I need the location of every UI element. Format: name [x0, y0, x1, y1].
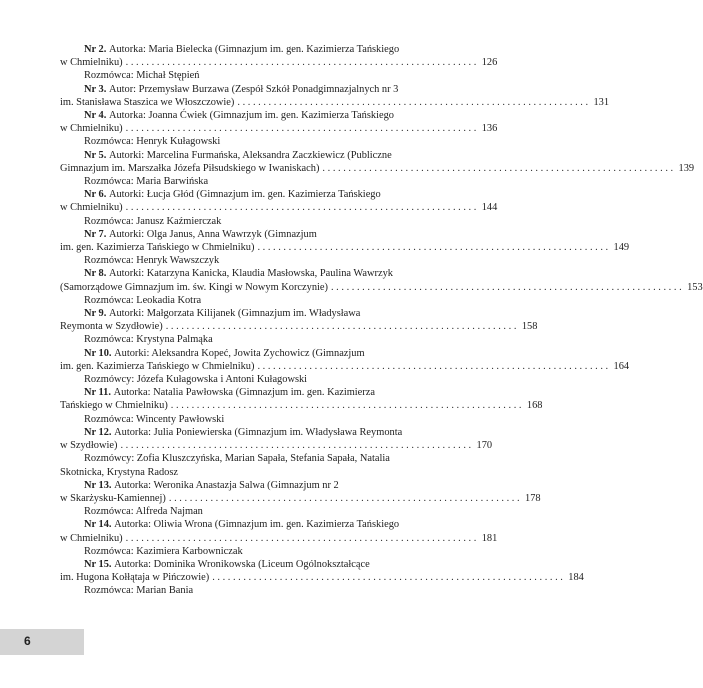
toc-entry-line	[60, 43, 426, 56]
dot-leader: . . . . . . . . . . . . . . . . . . . . . . . . . . . . . . . . . . . . . . . . . . . . . . . . . . . . . . . . . . . . . . . . . . . .	[170, 400, 522, 412]
entry-author-line: Autorka: Natalia Pawłowska (Gimnazjum im. gen. Kazimierza	[113, 387, 375, 399]
dot-leader: . . . . . . . . . . . . . . . . . . . . . . . . . . . . . . . . . . . . . . . . . . . . . . . . . . . . . . . . . . . . . . . . . . . .	[125, 202, 477, 214]
toc-entry	[60, 267, 703, 307]
entry-author-line: Gimnazjum im. Marszałka Józefa Piłsudskiego w Iwaniskach)	[60, 162, 320, 174]
entry-author-line: im. Stanisława Staszica we Włoszczowie)	[60, 96, 235, 108]
toc-entry-line	[60, 532, 498, 545]
dot-leader: . . . . . . . . . . . . . . . . . . . . . . . . . . . . . . . . . . . . . . . . . . . . . . . . . . . . . . . . . . . . . . . . . . . .	[330, 281, 682, 293]
toc-entry-line	[60, 96, 610, 109]
toc-entry	[60, 188, 498, 228]
entry-author-line: Tańskiego w Chmielniku)	[60, 400, 168, 412]
entry-interviewee: Rozmówca: Kazimiera Karbowniczak	[84, 545, 243, 557]
entry-number: Nr 4.	[84, 110, 107, 122]
toc-entry-line	[60, 241, 630, 254]
toc-entry-line	[60, 386, 426, 399]
toc-entry	[60, 228, 630, 268]
toc-entry-line	[60, 492, 541, 505]
page-number: 6	[24, 634, 31, 648]
entry-page-number: 170	[476, 440, 493, 452]
toc-entry-line	[60, 479, 426, 492]
dot-leader: . . . . . . . . . . . . . . . . . . . . . . . . . . . . . . . . . . . . . . . . . . . . . . . . . . . . . . . . . . . . . . . . . . . .	[237, 96, 589, 108]
toc-entry	[60, 109, 498, 149]
table-of-contents	[60, 43, 703, 598]
dot-leader: . . . . . . . . . . . . . . . . . . . . . . . . . . . . . . . . . . . . . . . . . . . . . . . . . . . . . . . . . . . . . . . . . . . .	[125, 57, 477, 69]
toc-entry	[60, 347, 630, 387]
entry-page-number: 136	[481, 123, 498, 135]
entry-number: Nr 10.	[84, 347, 112, 359]
toc-entry-line	[60, 56, 498, 69]
entry-interviewee: Rozmówca: Henryk Wawszczyk	[84, 255, 220, 267]
entry-page-number: 153	[687, 281, 703, 293]
toc-entry-line	[60, 201, 498, 214]
toc-entry-line	[60, 83, 426, 96]
entry-author-line: Autorka: Oliwia Wrona (Gimnazjum im. gen. Kazimierza Tańskiego	[114, 519, 400, 531]
entry-page-number: 158	[521, 321, 538, 333]
entry-page-number: 184	[568, 572, 584, 584]
toc-entry-line	[60, 228, 426, 241]
entry-interviewee: Rozmówca: Leokadia Kotra	[84, 294, 202, 306]
entry-number: Nr 2.	[84, 44, 107, 55]
entry-interviewee: Rozmówcy: Józefa Kułagowska i Antoni Kułagowski	[84, 374, 308, 386]
entry-author-line: Autorki: Katarzyna Kanicka, Klaudia Masłowska, Paulina Wawrzyk	[108, 268, 393, 280]
entry-author-line: Autorki: Olga Janus, Anna Wawrzyk (Gimnazjum	[108, 228, 317, 240]
entry-author-line: (Samorządowe Gimnazjum im. św. Kingi w Nowym Korczynie)	[60, 281, 328, 293]
toc-entry-line	[60, 267, 426, 280]
entry-number: Nr 12.	[84, 426, 112, 438]
entry-interviewee: Rozmówca: Maria Barwińska	[84, 176, 209, 188]
toc-entry-line	[60, 109, 426, 122]
entry-author-line: im. gen. Kazimierza Tańskiego w Chmielniku)	[60, 360, 255, 372]
dot-leader: . . . . . . . . . . . . . . . . . . . . . . . . . . . . . . . . . . . . . . . . . . . . . . . . . . . . . . . . . . . . . . . . . . . .	[165, 321, 517, 333]
toc-entry-line	[60, 320, 538, 333]
toc-entry-line	[60, 439, 493, 452]
entry-page-number: 144	[481, 202, 498, 214]
dot-leader: . . . . . . . . . . . . . . . . . . . . . . . . . . . . . . . . . . . . . . . . . . . . . . . . . . . . . . . . . . . . . . . . . . . .	[125, 123, 477, 135]
entry-author-line: Reymonta w Szydłowie)	[60, 321, 163, 333]
toc-entry	[60, 83, 610, 109]
entry-number: Nr 5.	[84, 149, 107, 161]
entry-interviewee: Rozmówca: Wincenty Pawłowski	[84, 413, 225, 425]
dot-leader: . . . . . . . . . . . . . . . . . . . . . . . . . . . . . . . . . . . . . . . . . . . . . . . . . . . . . . . . . . . . . . . . . . . .	[257, 360, 609, 372]
entry-author-line: w Chmielniku)	[60, 57, 123, 69]
toc-entry-line	[60, 162, 695, 175]
toc-entry-line	[60, 399, 543, 412]
entry-author-line: Autorka: Julia Poniewierska (Gimnazjum im. Władysława Reymonta	[114, 426, 403, 438]
entry-number: Nr 11.	[84, 387, 111, 399]
toc-entry-line	[60, 571, 584, 584]
dot-leader: . . . . . . . . . . . . . . . . . . . . . . . . . . . . . . . . . . . . . . . . . . . . . . . . . . . . . . . . . . . . . . . . . . . .	[125, 532, 477, 544]
toc-entry	[60, 518, 498, 558]
entry-number: Nr 8.	[84, 268, 107, 280]
entry-author-line: Autorka: Weronika Anastazja Salwa (Gimnazjum nr 2	[114, 479, 339, 491]
toc-entry-line	[60, 188, 426, 201]
toc-entry-line	[60, 122, 498, 135]
entry-author-line: Autorki: Łucja Głód (Gimnazjum im. gen. Kazimierza Tańskiego	[108, 189, 381, 201]
entry-number: Nr 7.	[84, 228, 107, 240]
entry-page-number: 149	[613, 242, 630, 254]
entry-page-number: 178	[525, 492, 541, 504]
entry-interviewee: Rozmówca: Alfreda Najman	[84, 506, 203, 518]
entry-author-line: im. gen. Kazimierza Tańskiego w Chmielniku)	[60, 242, 255, 254]
entry-number: Nr 3.	[84, 83, 107, 95]
entry-page-number: 126	[481, 57, 498, 69]
dot-leader: . . . . . . . . . . . . . . . . . . . . . . . . . . . . . . . . . . . . . . . . . . . . . . . . . . . . . . . . . . . . . . . . . . . .	[212, 572, 563, 584]
toc-entry	[60, 479, 541, 519]
dot-leader: . . . . . . . . . . . . . . . . . . . . . . . . . . . . . . . . . . . . . . . . . . . . . . . . . . . . . . . . . . . . . . . . . . . .	[257, 242, 609, 254]
toc-entry-line	[60, 307, 426, 320]
entry-page-number: 131	[593, 96, 610, 108]
toc-entry-line	[60, 360, 630, 373]
entry-page-number: 164	[613, 360, 630, 372]
entry-number: Nr 13.	[84, 479, 112, 491]
entry-author-line: w Chmielniku)	[60, 202, 123, 214]
entry-number: Nr 6.	[84, 189, 107, 201]
entry-number: Nr 15.	[84, 558, 112, 570]
toc-entry	[60, 426, 493, 479]
dot-leader: . . . . . . . . . . . . . . . . . . . . . . . . . . . . . . . . . . . . . . . . . . . . . . . . . . . . . . . . . . . . . . . . . . . .	[322, 162, 674, 174]
entry-author-line: w Skarżysku-Kamiennej)	[60, 492, 166, 504]
toc-entry-line	[60, 558, 426, 571]
entry-author-line: Autor: Przemysław Burzawa (Zespół Szkół Ponadgimnazjalnych nr 3	[108, 83, 399, 95]
toc-entry	[60, 149, 695, 189]
toc-entry-line	[60, 281, 703, 294]
toc-entry-line	[60, 149, 426, 162]
entry-interviewee: Rozmówca: Krystyna Palmąka	[84, 334, 213, 346]
entry-number: Nr 14.	[84, 519, 112, 531]
entry-author-line: Autorki: Aleksandra Kopeć, Jowita Zychowicz (Gimnazjum	[114, 347, 365, 359]
entry-page-number: 181	[481, 532, 498, 544]
entry-author-line: Autorka: Joanna Ćwiek (Gimnazjum im. gen. Kazimierza Tańskiego	[108, 110, 394, 122]
entry-interviewee: Rozmówca: Henryk Kułagowski	[84, 136, 221, 148]
toc-entry	[60, 307, 538, 347]
entry-author-line: Autorki: Marcelina Furmańska, Aleksandra Zaczkiewicz (Publiczne	[108, 149, 392, 161]
entry-author-line: Autorka: Dominika Wronikowska (Liceum Ogólnokształcące	[114, 558, 370, 570]
toc-entry	[60, 558, 584, 598]
toc-entry-line	[60, 426, 426, 439]
toc-entry	[60, 386, 543, 426]
toc-entry	[60, 43, 498, 83]
entry-interviewee: Rozmówcy: Zofia Kluszczyńska, Marian Sapała, Stefania Sapała, Natalia	[84, 453, 390, 465]
entry-author-line: w Szydłowie)	[60, 440, 118, 452]
entry-author-line: Autorka: Maria Bielecka (Gimnazjum im. gen. Kazimierza Tańskiego	[108, 44, 400, 55]
toc-entry-line	[60, 518, 426, 531]
dot-leader: . . . . . . . . . . . . . . . . . . . . . . . . . . . . . . . . . . . . . . . . . . . . . . . . . . . . . . . . . . . . . . . . . . . .	[120, 440, 472, 452]
entry-page-number: 168	[526, 400, 543, 412]
dot-leader: . . . . . . . . . . . . . . . . . . . . . . . . . . . . . . . . . . . . . . . . . . . . . . . . . . . . . . . . . . . . . . . . . . . .	[168, 492, 520, 504]
entry-page-number: 139	[678, 162, 695, 174]
entry-author-line: w Chmielniku)	[60, 123, 123, 135]
entry-interviewee: Rozmówca: Marian Bania	[84, 585, 194, 597]
entry-author-line: w Chmielniku)	[60, 532, 123, 544]
entry-author-line: Autorki: Małgorzata Kilijanek (Gimnazjum im. Władysława	[108, 308, 361, 320]
entry-number: Nr 9.	[84, 308, 107, 320]
page-footer-bar	[0, 629, 84, 655]
entry-author-line: im. Hugona Kołłątaja w Pińczowie)	[60, 572, 210, 584]
entry-interviewee: Rozmówca: Michał Stępień	[84, 70, 200, 82]
entry-interviewee: Skotnicka, Krystyna Radosz	[60, 466, 179, 478]
toc-entry-line	[60, 347, 426, 360]
entry-interviewee: Rozmówca: Janusz Kaźmierczak	[84, 215, 222, 227]
